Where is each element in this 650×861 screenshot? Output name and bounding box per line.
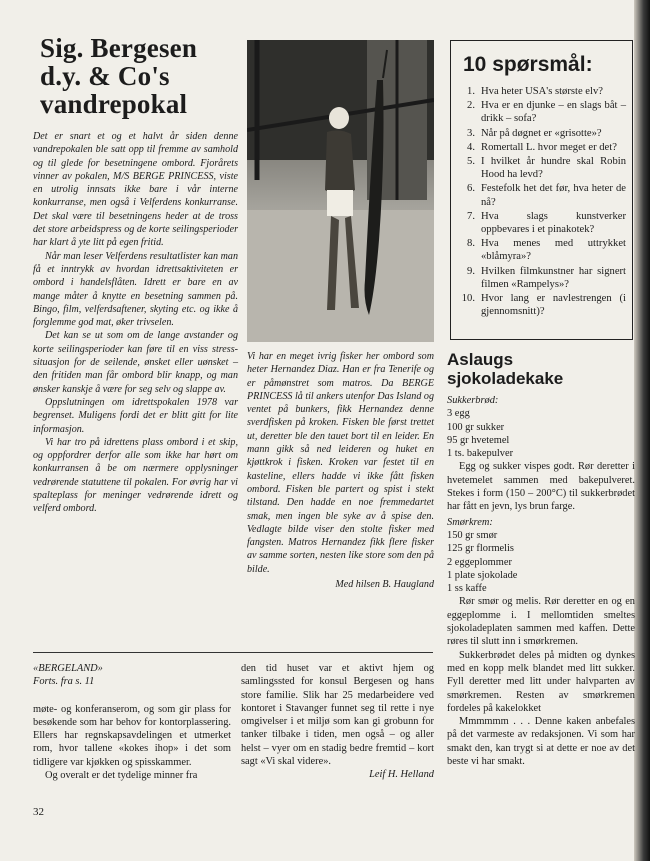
recipe-title-line: Aslaugs	[447, 350, 514, 369]
ingredient: 1 ts. bakepulver	[447, 448, 514, 460]
photo-caption	[247, 350, 434, 591]
question-text: Når på døgnet er «grisotte»?	[481, 127, 602, 139]
section-divider	[33, 652, 433, 653]
question-text: Romertall L. hvor meget er det?	[481, 141, 617, 153]
question-text: Festefolk het det før, hva heter de nå?	[481, 183, 626, 208]
fisherman-photo	[247, 40, 434, 342]
continued-signature: Leif H. Helland	[369, 769, 434, 781]
continued-paragraph: den tid huset var et aktivt hjem og samlingssted for konsul Bergesen og hans store familie. Slik har 25 medarbeidere ved kontoret i Stavanger funnet seg til rette i nye omgivelser i et miljø som kan gi grobunn for tanker tilbake i tiden, men også – og aller helst – vyer om en stadig bedre fremtid – kort sagt «Vi skal videre».	[241, 663, 434, 768]
quiz-question	[457, 155, 626, 181]
quiz-question	[457, 237, 626, 263]
article-intro	[33, 130, 238, 516]
ingredient: 125 gr flormelis	[447, 543, 514, 555]
intro-paragraph: Vi har tro på idrettens plass ombord i et skip, og oppfordrer derfor alle som ikke har hørt om konkurransen å be om nærmere opplysninger vedrørende statuttene til pokalen. For øvrig har vi spalteplass for meninger vedrørende idrett og velferd ombord.	[33, 436, 238, 515]
intro-paragraph: Oppslutningen om idrettspokalen 1978 var begrenset. Muligens fordi det er blitt gitt for lite informasjon.	[33, 396, 238, 435]
continued-article	[33, 662, 231, 782]
page-number: 32	[33, 806, 44, 818]
question-number: 1.	[467, 86, 475, 97]
recipe-title	[447, 350, 635, 388]
ingredient: 150 gr smør	[447, 529, 498, 541]
question-number: 7.	[467, 210, 475, 222]
quiz-question	[457, 292, 626, 318]
ingredient: 1 ss kaffe	[447, 583, 487, 595]
base-method: Egg og sukker vispes godt. Rør deretter i hvetemelet sammen med bakepulveret. Stekes i form (150 – 200°C) til sukkerbrødet har fått en jevn, lys brun farge.	[447, 461, 635, 513]
continued-from: Forts. fra s. 11	[33, 676, 95, 688]
question-text: Hva menes med uttrykket «blåmyra»?	[481, 238, 626, 263]
ingredient: 1 plate sjokolade	[447, 569, 518, 581]
intro-paragraph: Når man leser Velferdens resultatlister kan man få et inntrykk av hvordan idrettsaktiviteten er ombord i handelsflåten. Idrett er bare en av mange måter å knytte en besetning sammen på. Bingo, film, velferdsaftener, skyting etc. og ikke å forglemme god mat, øker trivselen.	[33, 250, 238, 329]
continued-heading: «BERGELAND»	[33, 663, 103, 674]
continued-paragraph: Og overalt er det tydelige minner fra	[45, 770, 198, 782]
continued-paragraph: møte- og konferanserom, og som gir plass for besøkende som har behov for kontorplassering. Ellers har regnskapsavdelingen et utmerket rom, hvor tallene «kokes ihop» i det som tidligere var kjøkken og spisskammer.	[33, 703, 231, 768]
photo-illustration	[247, 40, 434, 342]
question-text: Hva heter USA's største elv?	[481, 86, 603, 97]
question-number: 4.	[467, 141, 475, 153]
question-text: Hva slags kunstverker oppbevares i et pinakotek?	[481, 210, 626, 236]
question-number: 10.	[461, 293, 475, 305]
ingredient: 100 gr sukker	[447, 421, 505, 433]
quiz-list	[457, 85, 626, 318]
question-number: 2.	[467, 100, 475, 112]
question-number: 5.	[467, 156, 475, 168]
question-number: 8.	[467, 238, 475, 250]
caption-signature: Med hilsen B. Haugland	[335, 579, 434, 591]
intro-paragraph: Det kan se ut som om de lange avstander og korte seilingsperioder kan føre til en viss stress-situasjon for de seilende, ønsket eller uønsket – den fritiden man får ombord blir knapp, og man ønsker kanskje å være for seg selv og slappe av.	[33, 330, 238, 395]
cream-heading: Smørkrem:	[447, 516, 493, 528]
cream-method: Rør smør og melis. Rør deretter en og en eggeplomme i. I mellomtiden smeltes sjokoladeplaten sammen med kaffen. Dette røres til slutt inn i smørkremen.	[447, 596, 635, 648]
quiz-title: 10 spørsmål:	[463, 53, 593, 76]
continued-article-column-2	[241, 662, 434, 782]
intro-paragraph: Det er snart et og et halvt år siden denne vandrepokalen ble satt opp til fremme av samhold og til glede for besetningene ombord. Fjorårets vinner av pokalen, M/S BERGE PRINCESS, viste en utrolig innsats ikke bare i vår interne konkurranse, men også i Velferdens konkurranse. Det skal være til besetningens heder at de tross det store arbeidspress og de korte seilingsperioder har klart å yte litt på egen fritid.	[33, 131, 238, 249]
ingredient: 95 gr hvetemel	[447, 434, 510, 446]
title-line: vandrepokal	[40, 89, 188, 119]
quiz-question	[457, 265, 626, 291]
question-number: 9.	[467, 265, 475, 277]
question-text: Hva er en djunke – en slags båt – drikk – sofa?	[481, 100, 626, 125]
article-title	[40, 34, 238, 118]
quiz-question	[457, 210, 626, 236]
title-line: d.y. & Co's	[40, 61, 170, 91]
quiz-question	[457, 182, 626, 208]
ingredient: 3 egg	[447, 408, 470, 420]
ingredient: 2 eggeplommer	[447, 556, 512, 568]
recipe-closing: Mmmmmm . . . Denne kaken anbefales på det varmeste av redaksjonen. Vi som har smakt den, kan trygt si at dette er noe av det beste vi har smakt.	[447, 716, 635, 768]
question-number: 3.	[467, 127, 475, 139]
assembly-method: Sukkerbrødet deles på midten og dynkes med en kopp melk blandet med litt sukker. Fyll deretter med litt under halvparten av smørkremen. Resten av smørkremen fordeles på kakelokket	[447, 649, 635, 714]
quiz-box	[450, 40, 633, 340]
quiz-question	[457, 85, 626, 98]
article-column	[33, 30, 238, 516]
quiz-question	[457, 99, 626, 125]
quiz-question	[457, 127, 626, 140]
caption-text: Vi har en meget ivrig fisker her ombord som heter Hernandez Diaz. Han er fra Tenerife og er påmønstret som matros. Da BERGE PRINCESS lå til ankers utenfor Das Island og ventet på bunkers, fikk Hernandez denne sverdfisken på kroken. Fisken ble først trettet ut, deretter ble den tauet bort til en leider. En mann gikk så ned leideren og huket en kjøttkrok i fisken. Kroken var festet til en kasteline, ellers hadde vi ikke fått fisken ombord. Fisken ble partert og spist i stekt tilstand. Den hadde en noe fremmedartet smak, men ingen ble syke av å spise den. Vedlagte bilde viser den stolte fisker med fangsten. Matros Hernandez fikk flere fisker av samme sorten, nesten like store som den på bilde.	[247, 351, 435, 575]
question-text: I hvilket år hundre skal Robin Hood ha levd?	[481, 156, 626, 181]
question-text: Hvilken filmkunstner har signert filmen «Rampelys»?	[481, 265, 626, 290]
quiz-question	[457, 141, 626, 154]
title-line: Sig. Bergesen	[40, 33, 198, 63]
question-text: Hvor lang er navlestrengen (i gjennomsnitt)?	[481, 293, 626, 318]
question-number: 6.	[467, 183, 475, 195]
recipe-title-line: sjokoladekake	[447, 369, 564, 388]
recipe-section	[447, 350, 635, 768]
base-heading: Sukkerbrød:	[447, 395, 499, 406]
page-edge-shadow	[634, 0, 650, 861]
